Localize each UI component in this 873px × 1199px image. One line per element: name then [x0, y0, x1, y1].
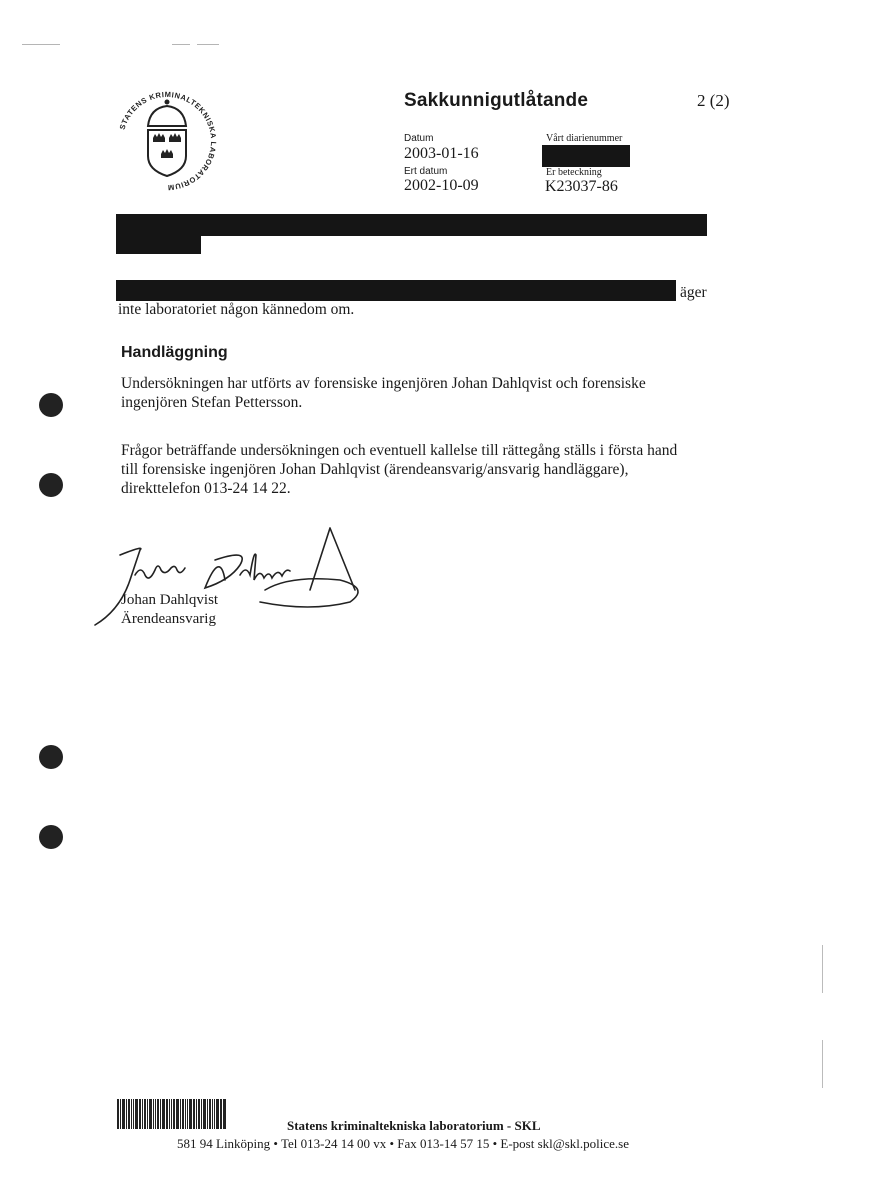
section-heading: Handläggning [121, 344, 228, 361]
er-beteckning-value: K23037-86 [545, 178, 618, 195]
punch-hole [39, 393, 63, 417]
footer-contact-info: 581 94 Linköping • Tel 013-24 14 00 vx • Fax 013-14 57 15 • E-post skl@skl.police.se [177, 1136, 630, 1151]
redacted-text-block [116, 236, 201, 254]
scan-artifact-line [172, 44, 190, 45]
scan-artifact-line [22, 44, 60, 45]
scan-artifact-line [197, 44, 219, 45]
signatory-role: Ärendeansvarig [121, 611, 216, 627]
paragraph-tail-text: äger [680, 284, 707, 301]
footer-organization: Statens kriminaltekniska laboratorium - SKL [287, 1118, 541, 1133]
svg-text:STATENS KRIMINALTEKNISKA LABOR: STATENS KRIMINALTEKNISKA LABORATORIUM [117, 89, 219, 193]
page-number: 2 (2) [697, 91, 730, 110]
datum-value: 2003-01-16 [404, 145, 479, 162]
ert-datum-value: 2002-10-09 [404, 177, 479, 194]
paragraph-text: Frågor beträffande undersökningen och eventuell kallelse till rättegång ställs i första hand [121, 442, 678, 459]
punch-hole [39, 825, 63, 849]
redacted-diarienummer [542, 145, 630, 167]
scan-artifact-line [822, 1040, 823, 1088]
vart-diarienummer-label: Vårt diarienummer [546, 133, 623, 144]
signatory-name: Johan Dahlqvist [121, 592, 219, 608]
document-title: Sakkunnigutlåtande [404, 90, 589, 111]
barcode [117, 1099, 263, 1129]
redacted-text-block [116, 280, 676, 301]
ert-datum-label: Ert datum [404, 166, 448, 177]
paragraph-text: direkttelefon 013-24 14 22. [121, 480, 291, 497]
punch-hole [39, 473, 63, 497]
coat-of-arms-emblem-icon [112, 86, 222, 196]
datum-label: Datum [404, 133, 434, 144]
paragraph-text: ingenjören Stefan Pettersson. [121, 394, 303, 411]
punch-hole [39, 745, 63, 769]
paragraph-text: Undersökningen har utförts av forensiske ingenjören Johan Dahlqvist och forensiske [121, 375, 646, 392]
er-beteckning-label: Er beteckning [546, 167, 602, 178]
paragraph-text: inte laboratoriet någon kännedom om. [118, 301, 355, 318]
scan-artifact-line [822, 945, 823, 993]
paragraph-text: till forensiske ingenjören Johan Dahlqvist (ärendeansvarig/ansvarig handläggare), [121, 461, 629, 478]
redacted-text-block [116, 214, 707, 236]
